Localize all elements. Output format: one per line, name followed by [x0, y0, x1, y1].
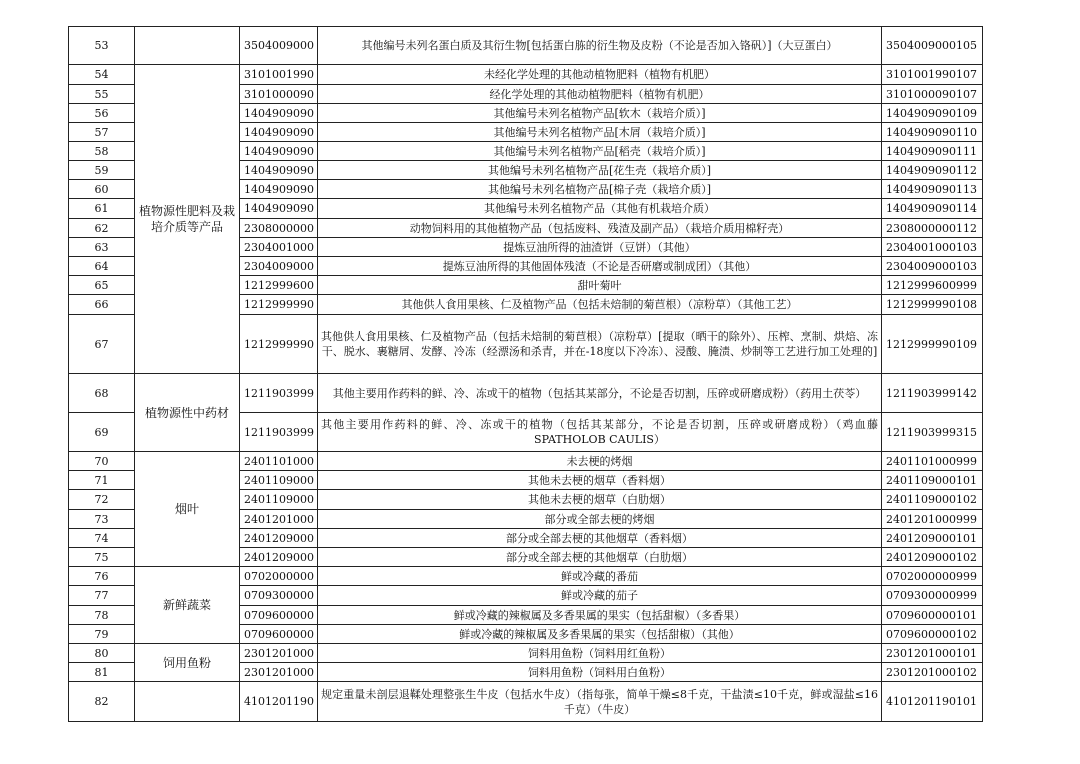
product-name: 其他编号未列名植物产品（其他有机栽培介质） — [318, 199, 882, 219]
inspection-code: 3504009000105 — [882, 27, 983, 65]
row-number: 65 — [69, 276, 135, 295]
inspection-code: 0709600000102 — [882, 625, 983, 644]
product-name: 饲料用鱼粉（饲料用白鱼粉） — [318, 663, 882, 682]
table-row — [69, 65, 983, 85]
row-number: 80 — [69, 644, 135, 663]
commodity-code: 1404909090 — [240, 104, 318, 123]
inspection-code: 0702000000999 — [882, 567, 983, 586]
commodity-code: 2401209000 — [240, 548, 318, 567]
inspection-code: 1212999600999 — [882, 276, 983, 295]
inspection-code: 0709600000101 — [882, 606, 983, 625]
product-name: 其他编号未列名植物产品[棉子壳（栽培介质）] — [318, 180, 882, 199]
inspection-code: 1404909090112 — [882, 161, 983, 180]
product-name: 部分或全部去梗的其他烟草（香料烟） — [318, 529, 882, 548]
row-number: 66 — [69, 295, 135, 315]
table-row — [69, 682, 983, 722]
product-name: 提炼豆油所得的油渣饼（豆饼）（其他） — [318, 238, 882, 257]
commodity-code: 2304001000 — [240, 238, 318, 257]
product-name: 动物饲料用的其他植物产品（包括废料、残渣及副产品）（栽培介质用棉籽壳） — [318, 219, 882, 238]
row-number: 82 — [69, 682, 135, 722]
commodity-code: 1404909090 — [240, 199, 318, 219]
commodity-code: 1212999600 — [240, 276, 318, 295]
product-name: 部分或全部去梗的烤烟 — [318, 510, 882, 529]
product-name: 其他编号未列名蛋白质及其衍生物[包括蛋白胨的衍生物及皮粉（不论是否加入铬矾）]（大豆蛋白） — [318, 27, 882, 65]
inspection-code: 2301201000102 — [882, 663, 983, 682]
row-number: 76 — [69, 567, 135, 586]
table-row — [69, 374, 983, 413]
commodity-code: 0702000000 — [240, 567, 318, 586]
commodity-code: 1404909090 — [240, 142, 318, 161]
commodity-code: 2401101000 — [240, 452, 318, 471]
inspection-code: 1404909090110 — [882, 123, 983, 142]
commodity-code: 4101201190 — [240, 682, 318, 722]
product-name: 未经化学处理的其他动植物肥料（植物有机肥） — [318, 65, 882, 85]
product-name: 鲜或冷藏的辣椒属及多香果属的果实（包括甜椒）（其他） — [318, 625, 882, 644]
inspection-code: 2401101000999 — [882, 452, 983, 471]
product-name: 未去梗的烤烟 — [318, 452, 882, 471]
category-cell: 植物源性肥料及栽培介质等产品 — [135, 65, 240, 374]
product-name: 其他编号未列名植物产品[软木（栽培介质）] — [318, 104, 882, 123]
row-number: 62 — [69, 219, 135, 238]
row-number: 67 — [69, 315, 135, 374]
inspection-code: 1212999990109 — [882, 315, 983, 374]
inspection-code: 2308000000112 — [882, 219, 983, 238]
row-number: 78 — [69, 606, 135, 625]
inspection-code: 1212999990108 — [882, 295, 983, 315]
commodity-code: 2308000000 — [240, 219, 318, 238]
commodity-code: 2301201000 — [240, 644, 318, 663]
product-name: 其他编号未列名植物产品[木屑（栽培介质）] — [318, 123, 882, 142]
product-name: 饲料用鱼粉（饲料用红鱼粉） — [318, 644, 882, 663]
commodity-code: 3101001990 — [240, 65, 318, 85]
product-name: 其他主要用作药料的鲜、冷、冻或干的植物（包括其某部分，不论是否切割，压碎或研磨成粉）（药用土茯苓） — [318, 374, 882, 413]
commodity-code: 0709300000 — [240, 586, 318, 606]
commodity-code: 2401109000 — [240, 490, 318, 510]
row-number: 70 — [69, 452, 135, 471]
inspection-code: 1211903999142 — [882, 374, 983, 413]
row-number: 77 — [69, 586, 135, 606]
commodity-code: 1212999990 — [240, 315, 318, 374]
row-number: 72 — [69, 490, 135, 510]
commodity-code: 0709600000 — [240, 625, 318, 644]
product-name: 规定重量未剖层退鞣处理整张生牛皮（包括水牛皮）（指每张，简单干燥≤8千克，干盐渍≤10千克，鲜或湿盐≤16千克）（牛皮） — [318, 682, 882, 722]
inspection-code: 1404909090114 — [882, 199, 983, 219]
inspection-code: 2401209000101 — [882, 529, 983, 548]
row-number: 60 — [69, 180, 135, 199]
product-name: 其他供人食用果核、仁及植物产品（包括未焙制的菊苣根）（凉粉草）（其他工艺） — [318, 295, 882, 315]
product-name: 其他主要用作药料的鲜、冷、冻或干的植物（包括其某部分，不论是否切割，压碎或研磨成粉）（鸡血藤SPATHOLOB CAULIS） — [318, 413, 882, 452]
product-name: 鲜或冷藏的辣椒属及多香果属的果实（包括甜椒）（多香果） — [318, 606, 882, 625]
commodity-code: 1404909090 — [240, 180, 318, 199]
row-number: 69 — [69, 413, 135, 452]
product-name: 其他编号未列名植物产品[花生壳（栽培介质）] — [318, 161, 882, 180]
category-cell — [135, 27, 240, 65]
row-number: 56 — [69, 104, 135, 123]
inspection-code: 2401109000101 — [882, 471, 983, 490]
inspection-code: 1404909090113 — [882, 180, 983, 199]
commodity-code: 3504009000 — [240, 27, 318, 65]
row-number: 75 — [69, 548, 135, 567]
category-cell — [135, 682, 240, 722]
inspection-code: 0709300000999 — [882, 586, 983, 606]
commodity-code: 1211903999 — [240, 413, 318, 452]
inspection-code: 2301201000101 — [882, 644, 983, 663]
inspection-code: 1404909090111 — [882, 142, 983, 161]
commodity-code: 2301201000 — [240, 663, 318, 682]
category-cell: 植物源性中药材 — [135, 374, 240, 452]
inspection-code: 3101000090107 — [882, 85, 983, 104]
product-name: 鲜或冷藏的番茄 — [318, 567, 882, 586]
row-number: 59 — [69, 161, 135, 180]
category-cell: 新鲜蔬菜 — [135, 567, 240, 644]
product-name: 甜叶菊叶 — [318, 276, 882, 295]
product-name: 提炼豆油所得的其他固体残渣（不论是否研磨或制成团）（其他） — [318, 257, 882, 276]
row-number: 79 — [69, 625, 135, 644]
product-name: 其他未去梗的烟草（香料烟） — [318, 471, 882, 490]
product-list-table — [68, 26, 983, 722]
commodity-code: 1404909090 — [240, 123, 318, 142]
row-number: 71 — [69, 471, 135, 490]
commodity-code: 0709600000 — [240, 606, 318, 625]
row-number: 61 — [69, 199, 135, 219]
inspection-code: 2401209000102 — [882, 548, 983, 567]
commodity-code: 1212999990 — [240, 295, 318, 315]
commodity-code: 2401109000 — [240, 471, 318, 490]
commodity-code: 2401201000 — [240, 510, 318, 529]
commodity-code: 2304009000 — [240, 257, 318, 276]
table-row — [69, 27, 983, 65]
inspection-code: 2304001000103 — [882, 238, 983, 257]
inspection-code: 1404909090109 — [882, 104, 983, 123]
inspection-code: 2304009000103 — [882, 257, 983, 276]
table-row — [69, 567, 983, 586]
inspection-code: 3101001990107 — [882, 65, 983, 85]
row-number: 74 — [69, 529, 135, 548]
commodity-code: 1211903999 — [240, 374, 318, 413]
inspection-code: 2401201000999 — [882, 510, 983, 529]
table-row — [69, 452, 983, 471]
product-name: 其他未去梗的烟草（白肋烟） — [318, 490, 882, 510]
row-number: 58 — [69, 142, 135, 161]
product-name: 经化学处理的其他动植物肥料（植物有机肥） — [318, 85, 882, 104]
row-number: 63 — [69, 238, 135, 257]
commodity-code: 3101000090 — [240, 85, 318, 104]
row-number: 57 — [69, 123, 135, 142]
row-number: 54 — [69, 65, 135, 85]
row-number: 53 — [69, 27, 135, 65]
category-cell: 饲用鱼粉 — [135, 644, 240, 682]
product-name: 鲜或冷藏的茄子 — [318, 586, 882, 606]
category-cell: 烟叶 — [135, 452, 240, 567]
table-row — [69, 644, 983, 663]
product-name: 部分或全部去梗的其他烟草（白肋烟） — [318, 548, 882, 567]
inspection-code: 4101201190101 — [882, 682, 983, 722]
commodity-code: 1404909090 — [240, 161, 318, 180]
row-number: 68 — [69, 374, 135, 413]
row-number: 73 — [69, 510, 135, 529]
product-name: 其他供人食用果核、仁及植物产品（包括未焙制的菊苣根）（凉粉草）[提取（晒干的除外）、压榨、烹制、烘焙、冻干、脱水、裹糖屑、发酵、冷冻（经漂汤和杀青，并在-18度以下冷冻）、浸酸、腌渍、炒制等工艺进行加工处理的] — [318, 315, 882, 374]
commodity-code: 2401209000 — [240, 529, 318, 548]
row-number: 81 — [69, 663, 135, 682]
row-number: 64 — [69, 257, 135, 276]
inspection-code: 1211903999315 — [882, 413, 983, 452]
inspection-code: 2401109000102 — [882, 490, 983, 510]
product-name: 其他编号未列名植物产品[稻壳（栽培介质）] — [318, 142, 882, 161]
row-number: 55 — [69, 85, 135, 104]
